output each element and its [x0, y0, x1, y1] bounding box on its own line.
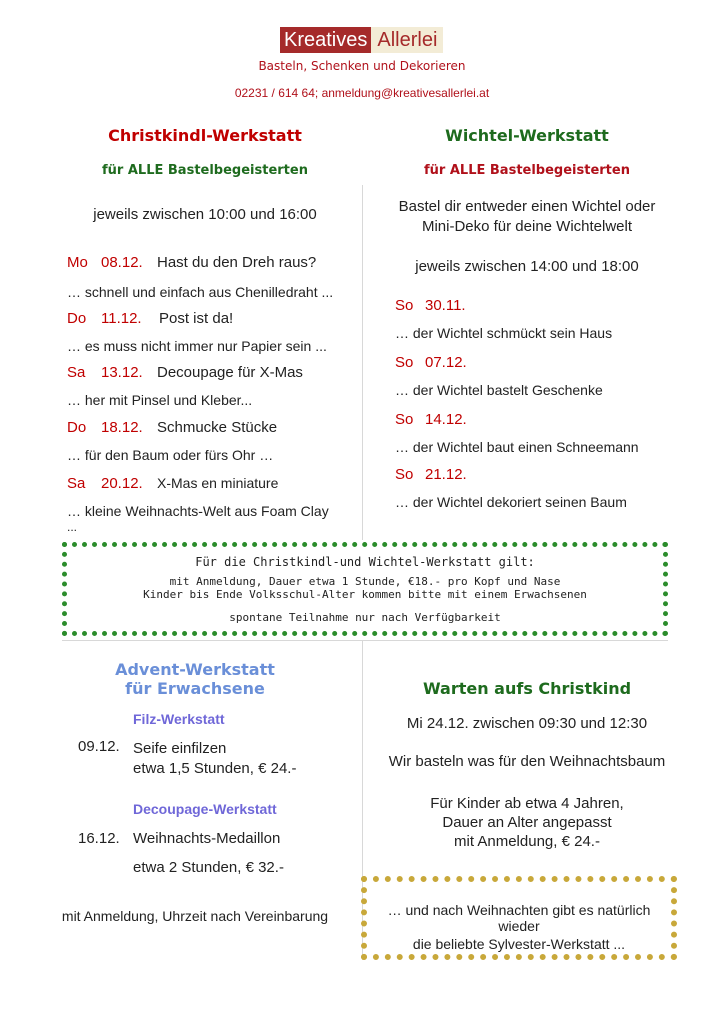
- christkindl-time: jeweils zwischen 10:00 und 16:00: [93, 206, 317, 223]
- advent-title-line2: für Erwachsene: [125, 679, 265, 698]
- decoupage-workshop-name: Decoupage-Werkstatt: [133, 801, 277, 817]
- event-day: Sa: [67, 475, 86, 492]
- event-title: Post ist da!: [159, 310, 234, 327]
- wichtel-event: [395, 297, 685, 354]
- christkindl-event-list: [67, 254, 357, 529]
- christkindl-audience: für ALLE Bastelbegeisterten: [102, 163, 308, 178]
- event-desc: … her mit Pinsel und Kleber...: [67, 392, 253, 408]
- advent-title-line1: Advent-Werkstatt: [115, 660, 275, 679]
- logo-part2: Allerlei: [371, 27, 443, 53]
- warten-info-line3: mit Anmeldung, € 24.-: [454, 833, 600, 850]
- wichtel-event-list: [395, 297, 685, 521]
- event-desc: … der Wichtel dekoriert seinen Baum: [395, 494, 627, 510]
- wichtel-event: [395, 411, 685, 466]
- advent-footer: mit Anmeldung, Uhrzeit nach Vereinbarung: [61, 908, 329, 924]
- event-desc: … für den Baum oder fürs Ohr …: [67, 447, 274, 463]
- christkindl-trailing: ...: [67, 520, 78, 534]
- logo-part1: Kreatives: [280, 27, 371, 53]
- event-date: 14.12.: [425, 411, 467, 428]
- logo: [280, 27, 443, 53]
- event-day: So: [395, 354, 414, 371]
- filz-workshop-date: 09.12.: [78, 738, 120, 755]
- warten-title: Warten aufs Christkind: [422, 679, 632, 698]
- event-title: X-Mas en miniature: [157, 475, 279, 491]
- wichtel-intro-line1: Bastel dir entweder einen Wichtel oder: [398, 198, 656, 215]
- event-desc: … schnell und einfach aus Chenilledraht ...: [67, 284, 334, 300]
- event-title: Hast du den Dreh raus?: [157, 254, 317, 271]
- event-date: 21.12.: [425, 466, 467, 483]
- event-day: Do: [67, 419, 87, 436]
- christkindl-event: [67, 419, 357, 475]
- event-desc: … es muss nicht immer nur Papier sein ...: [67, 338, 327, 354]
- event-day: Sa: [67, 364, 86, 381]
- event-day: Mo: [67, 254, 88, 271]
- warten-time: Mi 24.12. zwischen 09:30 und 12:30: [406, 715, 648, 732]
- advent-title: [40, 660, 350, 698]
- event-date: 08.12.: [101, 254, 143, 271]
- section-divider: [62, 640, 668, 641]
- sylvester-line1: … und nach Weihnachten gibt es natürlich wieder: [387, 902, 651, 934]
- info-line4: spontane Teilnahme nur nach Verfügbarkeit: [229, 611, 501, 624]
- info-line3: Kinder bis Ende Volksschul-Alter kommen bitte mit einem Erwachsenen: [143, 588, 587, 601]
- wichtel-title: Wichtel-Werkstatt: [445, 126, 609, 145]
- warten-desc: Wir basteln was für den Weihnachtsbaum: [388, 753, 666, 770]
- event-desc: … der Wichtel bastelt Geschenke: [395, 382, 603, 398]
- wichtel-time: jeweils zwischen 14:00 und 18:00: [415, 258, 639, 275]
- event-title: Decoupage für X-Mas: [157, 364, 303, 381]
- decoupage-workshop-line2: etwa 2 Stunden, € 32.-: [133, 859, 284, 876]
- info-line2: mit Anmeldung, Dauer etwa 1 Stunde, €18.- pro Kopf und Nase: [169, 575, 561, 588]
- event-day: Do: [67, 310, 87, 327]
- event-desc: … kleine Weihnachts-Welt aus Foam Clay: [67, 503, 329, 519]
- event-date: 13.12.: [101, 364, 143, 381]
- contact-info: 02231 / 614 64; anmeldung@kreativesallerlei.at: [234, 86, 490, 100]
- event-day: So: [395, 466, 414, 483]
- filz-workshop-name: Filz-Werkstatt: [133, 711, 225, 727]
- event-desc: … der Wichtel baut einen Schneemann: [395, 439, 639, 455]
- event-date: 20.12.: [101, 475, 143, 492]
- info-box: [62, 542, 668, 636]
- filz-workshop-line2: etwa 1,5 Stunden, € 24.-: [133, 760, 297, 777]
- event-desc: … der Wichtel schmückt sein Haus: [395, 325, 613, 341]
- wichtel-event: [395, 466, 685, 521]
- event-date: 30.11.: [425, 297, 466, 314]
- decoupage-workshop-date: 16.12.: [78, 830, 120, 847]
- event-day: So: [395, 297, 414, 314]
- christkindl-title: Christkindl-Werkstatt: [108, 126, 302, 145]
- sylvester-line2: die beliebte Sylvester-Werkstatt ...: [412, 936, 626, 952]
- event-title: Schmucke Stücke: [157, 419, 278, 436]
- filz-workshop-line1: Seife einfilzen: [133, 740, 227, 757]
- event-date: 18.12.: [101, 419, 143, 436]
- christkindl-event: [67, 364, 357, 419]
- event-day: So: [395, 411, 414, 428]
- christkindl-event: [67, 310, 357, 364]
- wichtel-audience: für ALLE Bastelbegeisterten: [424, 163, 630, 178]
- event-date: 07.12.: [425, 354, 467, 371]
- warten-info-line1: Für Kinder ab etwa 4 Jahren,: [430, 795, 624, 812]
- wichtel-event: [395, 354, 685, 411]
- warten-info-line2: Dauer an Alter angepasst: [442, 814, 612, 831]
- sylvester-box: [361, 876, 677, 960]
- christkindl-event: [67, 254, 357, 310]
- info-line1: Für die Christkindl-und Wichtel-Werkstatt gilt:: [195, 555, 535, 569]
- event-date: 11.12.: [101, 310, 142, 327]
- christkindl-event: [67, 475, 357, 529]
- wichtel-intro-line2: Mini-Deko für deine Wichtelwelt: [421, 218, 633, 235]
- tagline: Basteln, Schenken und Dekorieren: [258, 59, 466, 73]
- decoupage-workshop-line1: Weihnachts-Medaillon: [133, 830, 281, 847]
- column-divider-top: [362, 185, 363, 540]
